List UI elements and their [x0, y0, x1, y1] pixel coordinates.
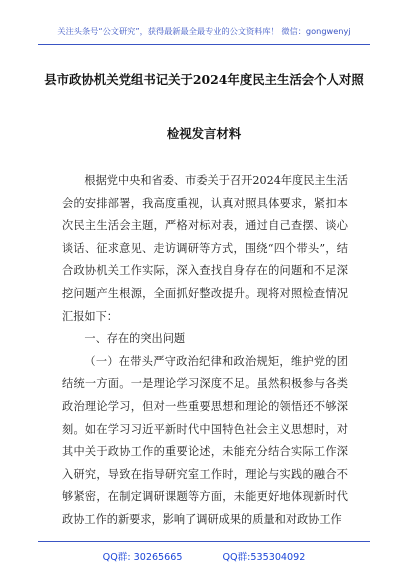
document-body — [62, 170, 348, 532]
intro-paragraph: 根据党中央和省委、市委关于召开2024年度民主生活会的安排部署，我高度重视，认真对照具体要求，紧扣本次民主生活会主题，严格对标对表，通过自己查摆、谈心谈话、征求意见、走访调研等方式，围绕“四个带头”，结合政协机关工作实际，深入查找自身存在的问题和不足深挖问题产生根源，全面抓好整改提升。现将对照检查情况汇报如下： — [62, 174, 348, 323]
header-rule — [38, 44, 370, 45]
section-heading: 一、存在的突出问题 — [84, 332, 186, 346]
footer-rule — [38, 541, 370, 542]
document-title-line-1: 县市政协机关党组书记关于2024年度民主生活会个人对照 — [44, 72, 364, 87]
footer — [0, 549, 408, 563]
header-promo: 关注头条号“公文研究”，获得最新最全最专业的公文资料库！ 微信：gongwenyj — [57, 26, 351, 36]
footer-qq-group-2: QQ群:535304092 — [222, 552, 306, 563]
document-title-line-2: 检视发言材料 — [166, 126, 242, 141]
section-paragraph: （一）在带头严守政治纪律和政治规矩，维护党的团结统一方面。一是理论学习深度不足。虽然积极参与各类政治理论学习，但对一些重要思想和理论的领悟还不够深刻。如在学习习近平新时代中国特色社会主义思想时，对其中关于政协工作的重要论述，未能充分结合实际工作深入研究，导致在指导研究室工作时，理论与实践的融合不够紧密，在制定调研课题等方面，未能更好地体现新时代政协工作的新要求，影响了调研成果的质量和对政协工作 — [62, 354, 348, 526]
footer-qq-group-1: QQ群: 30265665 — [102, 552, 183, 563]
